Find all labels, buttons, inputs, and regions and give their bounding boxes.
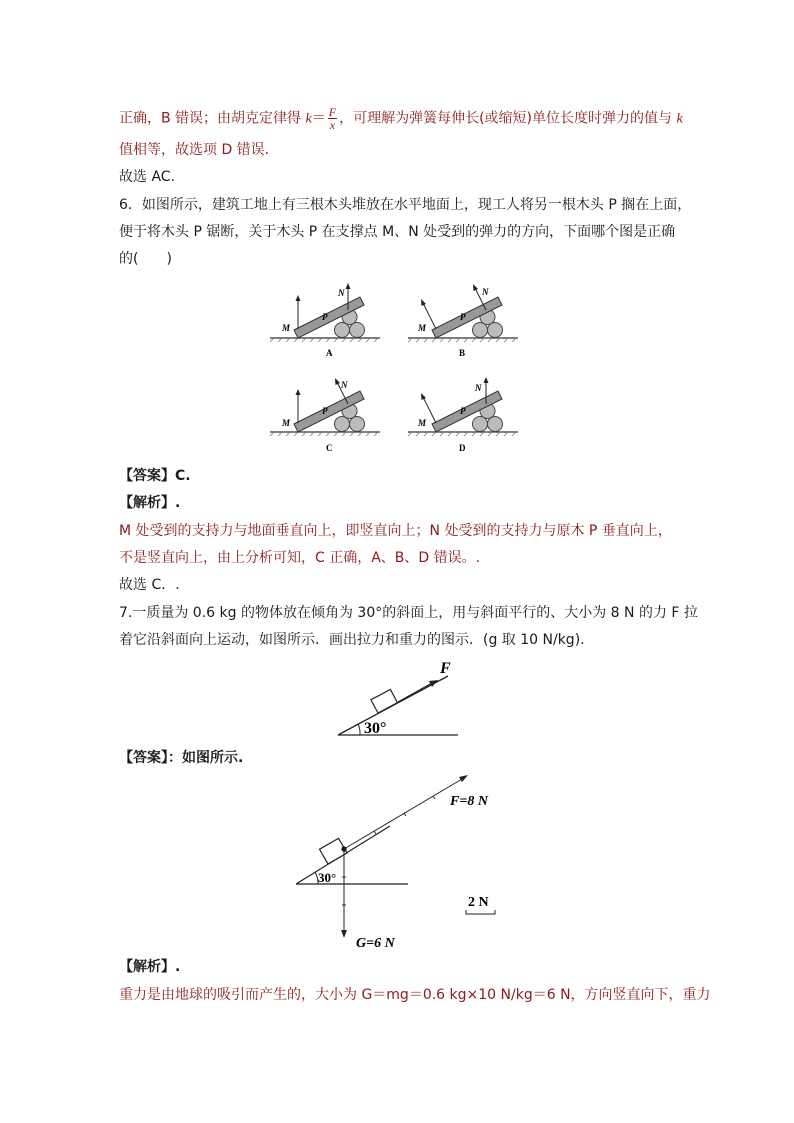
- q6-line-2: 便于将木头 P 锯断，关于木头 P 在支撑点 M、N 处受到的弹力的方向，下面哪个图是正确: [119, 224, 676, 240]
- q5-line-2: 值相等，故选项 D 错误．: [119, 142, 279, 158]
- q5-frac-den: x: [329, 118, 336, 132]
- fig-a-p-label: P: [322, 312, 328, 322]
- q6-figure-d: [406, 375, 524, 457]
- fig-d-m-label: M: [418, 418, 427, 428]
- q5-fraction: [328, 106, 337, 131]
- fig-d-caption: D: [459, 443, 466, 453]
- q7-line-1: 7.一质量为 0.6 kg 的物体放在倾角为 30°的斜面上，用与斜面平行的、大小为 8 N 的力 F 拉: [119, 605, 698, 621]
- q6-line-3: 的( ): [119, 251, 172, 267]
- fig-c-n-label: N: [341, 380, 348, 390]
- q6-analysis-line-1: M 处受到的支持力与地面垂直向上，即竖直向上；N 处受到的支持力与原木 P 垂直向上，: [119, 523, 672, 539]
- q7-answer: 【答案】：如图所示.: [119, 750, 244, 766]
- q7-incline-figure: [334, 655, 464, 741]
- q5-text-a: 正确，B 错误；由胡克定律得: [119, 110, 306, 127]
- q6-figure-c: [268, 375, 386, 457]
- q7-force-diagram: [290, 768, 510, 954]
- q6-line-1: 6．如图所示，建筑工地上有三根木头堆放在水平地面上，现工人将另一根木头 P 搁在上面，: [119, 197, 692, 213]
- fig-a-m-label: M: [282, 323, 291, 333]
- q5-k: k: [305, 111, 312, 127]
- q7-fig1-force-label: F: [440, 660, 451, 677]
- q5-k2: k: [676, 111, 683, 127]
- q5-line-1: [119, 106, 683, 131]
- fig-b-n-label: N: [482, 287, 489, 297]
- q5-final: 故选 AC.: [119, 169, 176, 185]
- q7-analysis-title: 【解析】.: [119, 959, 181, 975]
- q7-fig2-scale-label: 2 N: [468, 895, 489, 910]
- q7-analysis-line-1: 重力是由地球的吸引而产生的，大小为 G＝mg＝0.6 kg×10 N/kg＝6 N，方向竖直向下，重力: [119, 987, 711, 1003]
- fig-c-p-label: P: [322, 406, 328, 416]
- fig-a-caption: A: [326, 348, 333, 358]
- q7-fig2-angle-label: 30°: [318, 870, 337, 885]
- q6-answer: 【答案】C.: [119, 468, 191, 484]
- q6-analysis-line-2: 不是竖直向上，由上分析可知，C 正确，A、B、D 错误。.: [119, 550, 481, 566]
- q5-frac-num: F: [328, 105, 337, 119]
- q5-eq: ＝: [311, 110, 326, 127]
- q6-final: 故选 C．.: [119, 577, 180, 593]
- q7-fig2-gravity-label: G=6 N: [356, 936, 395, 951]
- fig-c-m-label: M: [282, 418, 291, 428]
- fig-b-p-label: P: [460, 312, 466, 322]
- fig-b-caption: B: [459, 348, 466, 358]
- q5-text-b: ，可理解为弹簧每伸长(或缩短)单位长度时弹力的值与: [339, 110, 677, 127]
- q6-figure-a: [268, 283, 386, 363]
- q7-fig1-angle-label: 30°: [364, 720, 387, 737]
- fig-d-n-label: N: [475, 383, 482, 393]
- q7-fig2-force-label: F=8 N: [450, 794, 488, 809]
- q6-figure-b: [406, 283, 524, 363]
- fig-c-caption: C: [326, 443, 333, 453]
- q7-line-2: 着它沿斜面向上运动，如图所示．画出拉力和重力的图示．(g 取 10 N/kg).: [119, 632, 585, 648]
- q6-analysis-title: 【解析】.: [119, 495, 181, 511]
- fig-b-m-label: M: [418, 323, 427, 333]
- fig-d-p-label: P: [460, 406, 466, 416]
- fig-a-n-label: N: [338, 288, 345, 298]
